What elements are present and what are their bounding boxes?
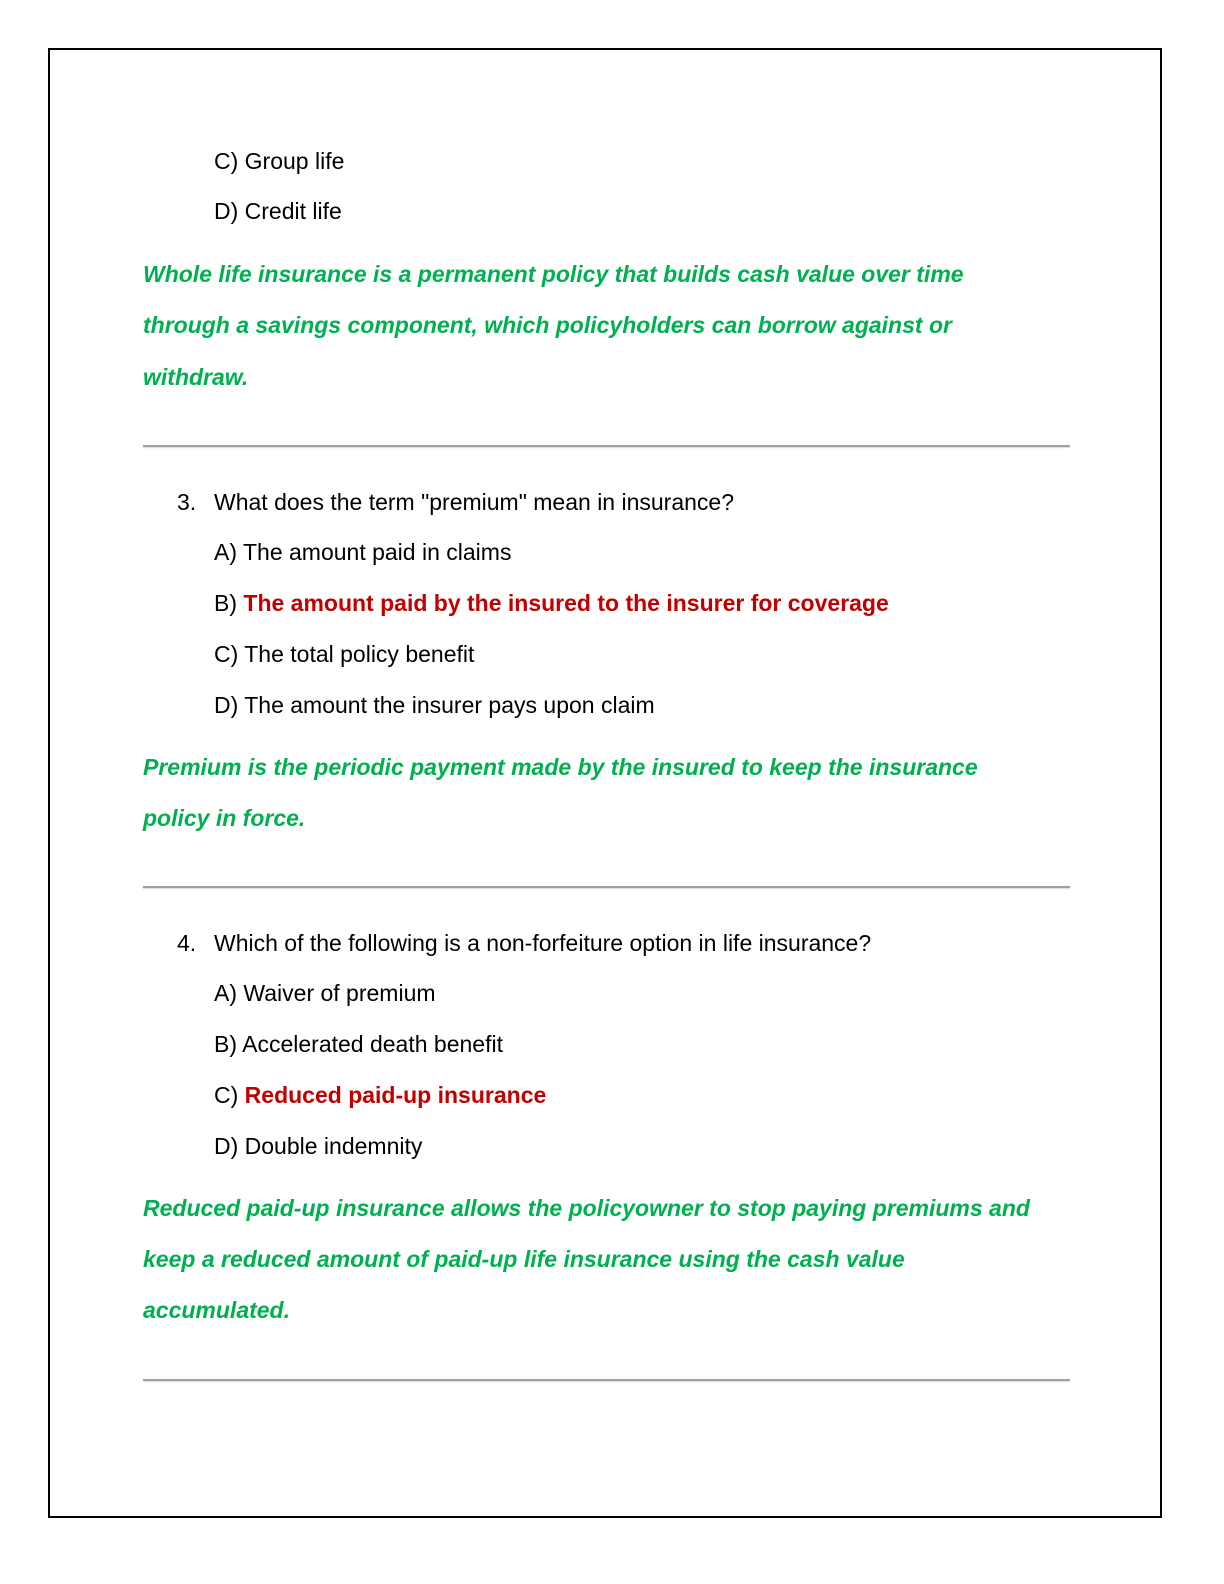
q4-option-c <box>214 1080 546 1110</box>
q4-option-c-prefix: C) <box>214 1082 239 1108</box>
q2-explanation-line-2: through a savings component, which policyholders can borrow against or <box>143 312 952 338</box>
q3-option-a: A) The amount paid in claims <box>214 539 512 565</box>
q3-correct-answer: The amount paid by the insured to the insurer for coverage <box>243 590 889 616</box>
q3-option-d: D) The amount the insurer pays upon claim <box>214 692 655 718</box>
q3-explanation-line-1: Premium is the periodic payment made by the insured to keep the insurance <box>143 754 978 780</box>
q4-explanation-line-1: Reduced paid-up insurance allows the policyowner to stop paying premiums and <box>143 1195 1030 1221</box>
q3-number: 3. <box>177 489 197 515</box>
q4-option-d: D) Double indemnity <box>214 1133 423 1159</box>
q4-text: Which of the following is a non-forfeiture option in life insurance? <box>214 930 872 956</box>
q2-option-d: D) Credit life <box>214 198 342 224</box>
q3-option-b <box>214 588 889 618</box>
q4-explanation-line-3: accumulated. <box>143 1297 290 1323</box>
q3-text: What does the term "premium" mean in insurance? <box>214 489 735 515</box>
q2-option-c: C) Group life <box>214 148 345 174</box>
q2-explanation-line-3: withdraw. <box>143 364 249 390</box>
q4-option-b: B) Accelerated death benefit <box>214 1031 503 1057</box>
q2-explanation-line-1: Whole life insurance is a permanent policy that builds cash value over time <box>143 261 964 287</box>
q4-question <box>177 928 871 958</box>
q4-number: 4. <box>177 930 197 956</box>
q4-option-a: A) Waiver of premium <box>214 980 436 1006</box>
q3-explanation-line-2: policy in force. <box>143 805 306 831</box>
q3-question <box>177 487 734 517</box>
q4-explanation-line-2: keep a reduced amount of paid-up life insurance using the cash value <box>143 1246 905 1272</box>
separator-1 <box>143 445 1070 447</box>
separator-3 <box>143 1379 1070 1381</box>
q4-correct-answer: Reduced paid-up insurance <box>244 1082 547 1108</box>
separator-2 <box>143 886 1070 888</box>
q3-option-c: C) The total policy benefit <box>214 641 475 667</box>
q3-option-b-prefix: B) <box>214 590 237 616</box>
